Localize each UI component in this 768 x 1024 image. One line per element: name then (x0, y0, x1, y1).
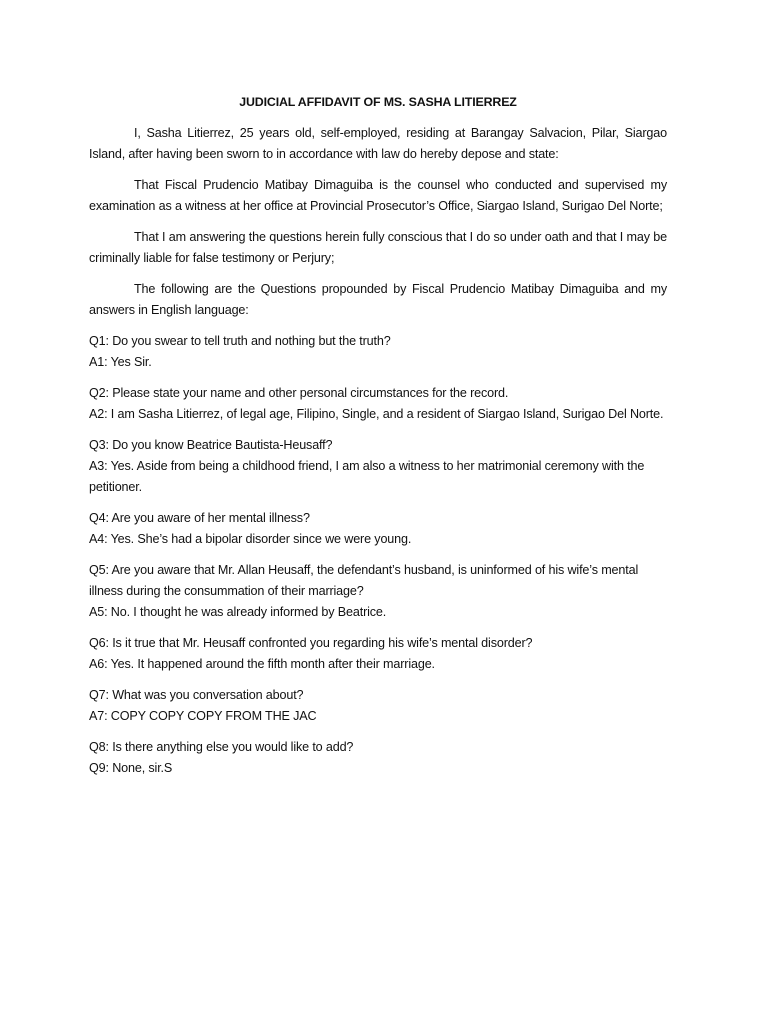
question-5: Q5: Are you aware that Mr. Allan Heusaff, the defendant’s husband, is uninformed of his wife’s mental illness during the consummation of their marriage? (89, 563, 639, 598)
question-6: Q6: Is it true that Mr. Heusaff confronted you regarding his wife’s mental disorder? (89, 636, 533, 650)
oath-paragraph: That I am answering the questions herein fully conscious that I do so under oath and that I may be criminally liable for false testimony or Perjury; (89, 230, 667, 265)
intro-paragraph: I, Sasha Litierrez, 25 years old, self-employed, residing at Barangay Salvacion, Pilar, Siargao Island, after having been sworn to in accordance with law do hereby depose and state: (89, 126, 667, 161)
answer-1: A1: Yes Sir. (89, 355, 152, 369)
qa-item-4 (89, 508, 667, 550)
question-7: Q7: What was you conversation about? (89, 688, 304, 702)
question-4: Q4: Are you aware of her mental illness? (89, 511, 310, 525)
document-title: JUDICIAL AFFIDAVIT OF MS. SASHA LITIERREZ (239, 95, 517, 109)
answer-7: A7: COPY COPY COPY FROM THE JAC (89, 709, 317, 723)
question-3: Q3: Do you know Beatrice Bautista-Heusaff? (89, 438, 333, 452)
answer-6: A6: Yes. It happened around the fifth month after their marriage. (89, 657, 435, 671)
counsel-paragraph: That Fiscal Prudencio Matibay Dimaguiba is the counsel who conducted and supervised my examination as a witness at her office at Provincial Prosecutor’s Office, Siargao Island, Surigao Del Norte; (89, 178, 667, 213)
qa-item-5 (89, 560, 667, 623)
answer-5: A5: No. I thought he was already informed by Beatrice. (89, 605, 387, 619)
question-1: Q1: Do you swear to tell truth and nothing but the truth? (89, 334, 391, 348)
qa-item-3 (89, 435, 667, 498)
answer-3: A3: Yes. Aside from being a childhood friend, I am also a witness to her matrimonial ceremony with the petitioner. (89, 459, 645, 494)
qa-item-6 (89, 633, 667, 675)
answer-4: A4: Yes. She’s had a bipolar disorder since we were young. (89, 532, 412, 546)
qa-item-7 (89, 685, 667, 727)
question-8: Q8: Is there anything else you would like to add? (89, 740, 354, 754)
question-2: Q2: Please state your name and other personal circumstances for the record. (89, 386, 509, 400)
qa-item-2 (89, 383, 667, 425)
qa-item-1 (89, 331, 667, 373)
questions-intro-paragraph: The following are the Questions propounded by Fiscal Prudencio Matibay Dimaguiba and my answers in English language: (89, 282, 667, 317)
answer-8: Q9: None, sir.S (89, 761, 173, 775)
answer-2: A2: I am Sasha Litierrez, of legal age, Filipino, Single, and a resident of Siargao Island, Surigao Del Norte. (89, 407, 664, 421)
affidavit-body (89, 92, 667, 789)
qa-item-8 (89, 737, 667, 779)
